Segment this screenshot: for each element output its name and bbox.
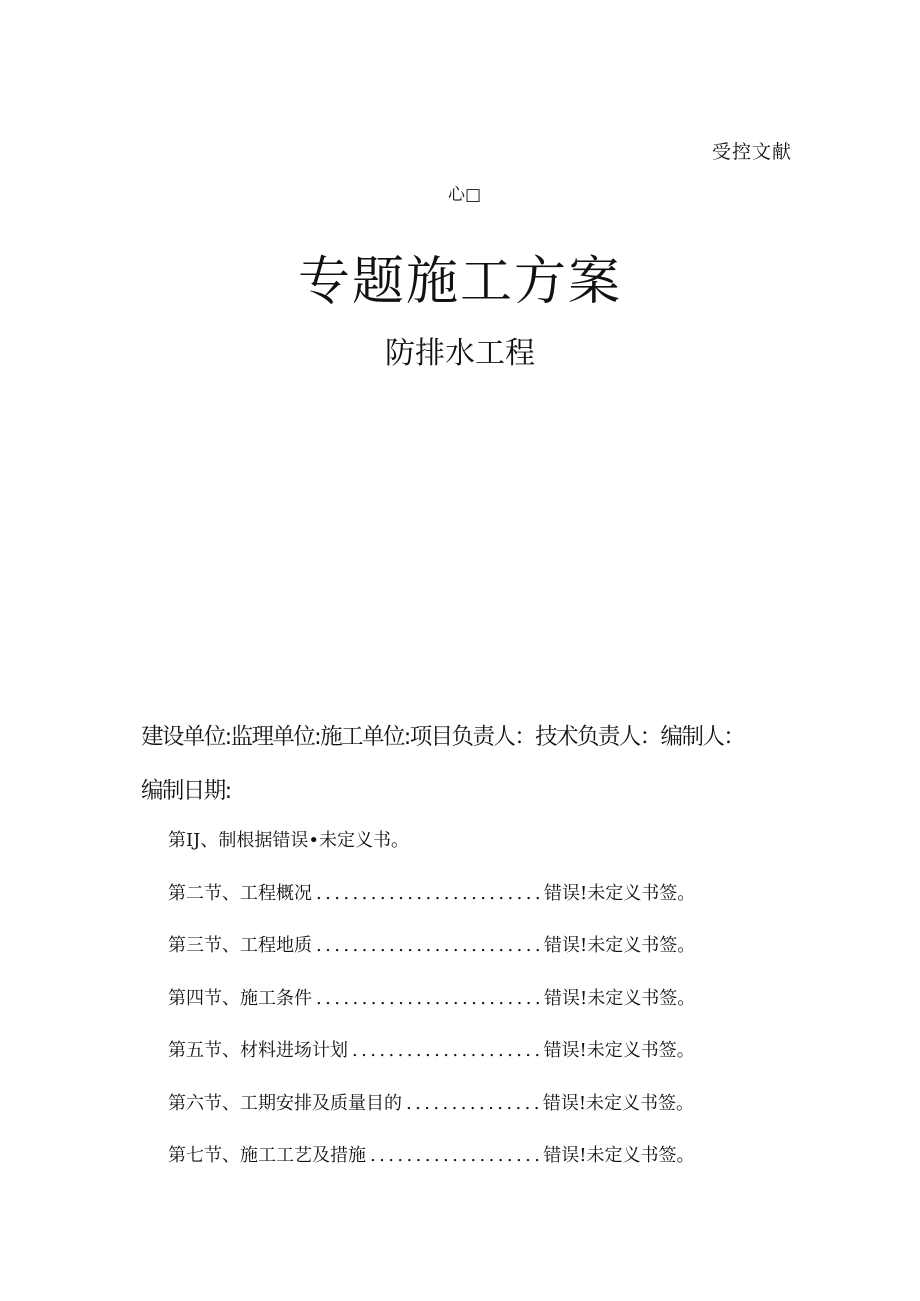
toc-entry-leader: ................... [370,1145,544,1166]
toc-entry-leader: ......................... [316,987,545,1009]
toc-entry-page-ref: 错误!未定义书签。 [543,1145,695,1166]
toc-entry-page-ref: 错误!未定义书签。 [544,935,696,956]
toc-entry-leader: ............... [406,1092,543,1114]
toc-entry-title: 第二节、工程概况 [168,882,312,904]
controlled-document-label: 受控文献 [712,141,793,163]
toc-entry[interactable] [168,1089,768,1142]
toc-entry[interactable] [168,826,768,879]
toc-entry-title: 第三节、工程地质 [168,935,312,956]
header-mark: 心□ [448,185,482,205]
toc-entry-page-ref: 错误!未定义书签。 [543,1040,695,1061]
toc-entry[interactable] [168,984,768,1037]
toc-entry-page-ref: 错误!未定义书签。 [542,1092,695,1114]
toc-entry-title: 第四节、施工条件 [168,987,312,1009]
page-subtitle: 防排水工程 [385,336,535,371]
page-title: 专题施工方案 [297,252,622,312]
toc-entry-title: 第五节、材料进场计划 [168,1040,348,1061]
toc-entry[interactable] [168,1141,768,1194]
toc-entry-page-ref: 错误!未定义书签。 [544,987,696,1009]
toc-entry[interactable] [168,879,768,932]
compile-date-line: 编制日期: [141,778,231,804]
toc-entry[interactable] [168,931,768,984]
toc-entry-leader: ......................... [316,882,545,904]
toc-entry-leader: ......................... [316,935,545,956]
project-units-line: 建设单位:监理单位:施工单位:项目负责人：技术负责人：编制人： [141,724,745,750]
toc-entry[interactable] [168,1036,768,1089]
toc-entry-title: 第六节、工期安排及质量目的 [168,1092,402,1114]
toc-entry-title: 第IJ、制根据错误•未定义书。 [168,830,409,851]
toc-entry-leader: ..................... [352,1040,544,1061]
toc-entry-page-ref: 错误!未定义书签。 [544,882,696,904]
table-of-contents [168,826,768,1194]
toc-entry-title: 第七节、施工工艺及措施 [168,1145,366,1166]
